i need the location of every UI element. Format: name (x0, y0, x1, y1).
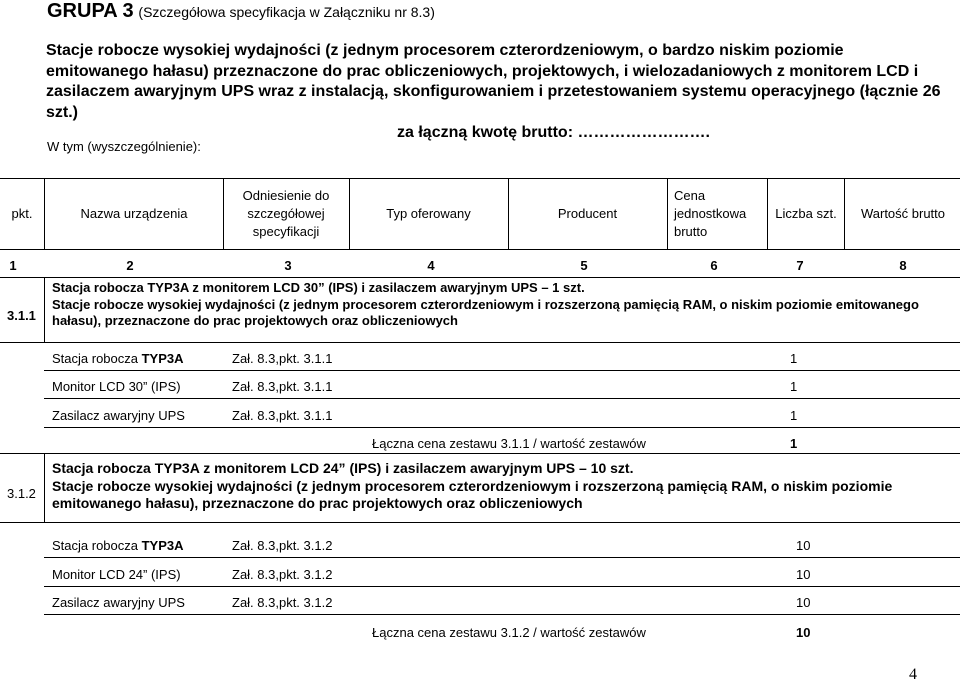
item-quantity: 1 (790, 351, 798, 366)
item-quantity: 1 (790, 379, 798, 394)
col-divider (667, 178, 668, 250)
item-quantity: 1 (790, 408, 798, 423)
item-name: Zasilacz awaryjny UPS (52, 408, 185, 423)
item-reference: Zał. 8.3,pkt. 3.1.1 (232, 379, 333, 394)
col-number: 5 (580, 258, 588, 273)
table-top-border (0, 178, 960, 179)
group-note: (Szczegółowa specyfikacja w Załączniku nr 8.3) (138, 4, 435, 20)
col-header-unit-price: Cena jednostkowa brutto (674, 188, 747, 239)
col-header-reference: Odniesienie do szczegółowej specyfikacji (242, 188, 330, 239)
section-total-label: Łączna cena zestawu 3.1.1 / wartość zestawów (372, 436, 646, 451)
row-divider (44, 557, 960, 558)
col-divider (508, 178, 509, 250)
col-header-name: Nazwa urządzenia (80, 206, 188, 221)
col-divider (223, 178, 224, 250)
col-header-pkt: pkt. (11, 206, 33, 221)
section-pkt: 3.1.1 (7, 308, 36, 323)
intro-paragraph: Stacje robocze wysokiej wydajności (z jednym procesorem czterordzeniowym, o bardzo niskim poziomie emitowanego hałasu) przeznaczone do prac obliczeniowych, projektowych, i wielozadaniowych z monitorem LCD i zasilaczem awaryjnym UPS wraz z instalacją, skonfigurowaniem i przetestowaniem systemu operacyjnego (łącznie 26 szt.) (46, 42, 941, 121)
section-divider (0, 453, 960, 454)
row-divider (44, 586, 960, 587)
col-divider (844, 178, 845, 250)
item-reference: Zał. 8.3,pkt. 3.1.1 (232, 351, 333, 366)
row-divider (44, 398, 960, 399)
item-reference: Zał. 8.3,pkt. 3.1.2 (232, 567, 333, 582)
group-label: GRUPA 3 (47, 0, 134, 22)
col-header-offered-type: Typ oferowany (386, 206, 471, 221)
item-reference: Zał. 8.3,pkt. 3.1.1 (232, 408, 333, 423)
section-description: Stacje robocze wysokiej wydajności (z jednym procesorem czterordzeniowym i rozszerzoną pamięcią RAM, o niskim poziomie emitowanego hałasu), przeznaczone do prac projektowych oraz obliczeniowych (52, 478, 893, 511)
row-divider (44, 370, 960, 371)
numbers-bottom-border (0, 277, 960, 278)
row-divider (44, 614, 960, 615)
section-divider (0, 522, 960, 523)
section-description: Stacje robocze wysokiej wydajności (z jednym procesorem czterordzeniowym i rozszerzoną pamięcią RAM, o niskim poziomie emitowanego hałasu), przeznaczone do prac projektowych oraz obliczeniowych (52, 297, 919, 328)
section-total-quantity: 10 (796, 625, 811, 640)
col-number: 3 (284, 258, 292, 273)
row-divider (44, 427, 960, 428)
item-quantity: 10 (796, 595, 811, 610)
item-reference: Zał. 8.3,pkt. 3.1.2 (232, 538, 333, 553)
item-name: Stacja robocza TYP3A (52, 538, 184, 553)
col-number: 8 (899, 258, 907, 273)
section-title: Stacja robocza TYP3A z monitorem LCD 24” (IPS) i zasilaczem awaryjnym UPS – 10 szt. (52, 460, 634, 476)
item-name: Stacja robocza TYP3A (52, 351, 184, 366)
item-name: Zasilacz awaryjny UPS (52, 595, 185, 610)
total-amount-label: za łączną kwotę brutto: ……………………. (397, 124, 710, 141)
item-quantity: 10 (796, 567, 811, 582)
col-number: 6 (710, 258, 718, 273)
page-number: 4 (909, 666, 917, 683)
section-total-label: Łączna cena zestawu 3.1.2 / wartość zestawów (372, 625, 646, 640)
item-name: Monitor LCD 24” (IPS) (52, 567, 181, 582)
item-reference: Zał. 8.3,pkt. 3.1.2 (232, 595, 333, 610)
col-header-quantity: Liczba szt. (775, 206, 837, 221)
section-title: Stacja robocza TYP3A z monitorem LCD 30” (IPS) i zasilaczem awaryjnym UPS – 1 szt. (52, 280, 585, 295)
section-total-quantity: 1 (790, 436, 798, 451)
item-quantity: 10 (796, 538, 811, 553)
col-header-gross-value: Wartość brutto (860, 206, 946, 221)
group-heading (47, 0, 435, 23)
section-pkt: 3.1.2 (7, 486, 36, 501)
section-divider (0, 342, 960, 343)
pkt-divider (44, 453, 45, 523)
col-number: 1 (9, 258, 17, 273)
pkt-divider (44, 277, 45, 342)
col-number: 4 (427, 258, 435, 273)
col-divider (44, 178, 45, 250)
header-bottom-border (0, 249, 960, 250)
col-header-producer: Producent (557, 206, 618, 221)
col-number: 2 (126, 258, 134, 273)
breakdown-label: W tym (wyszczególnienie): (47, 139, 201, 154)
item-name: Monitor LCD 30” (IPS) (52, 379, 181, 394)
col-number: 7 (796, 258, 804, 273)
col-divider (349, 178, 350, 250)
